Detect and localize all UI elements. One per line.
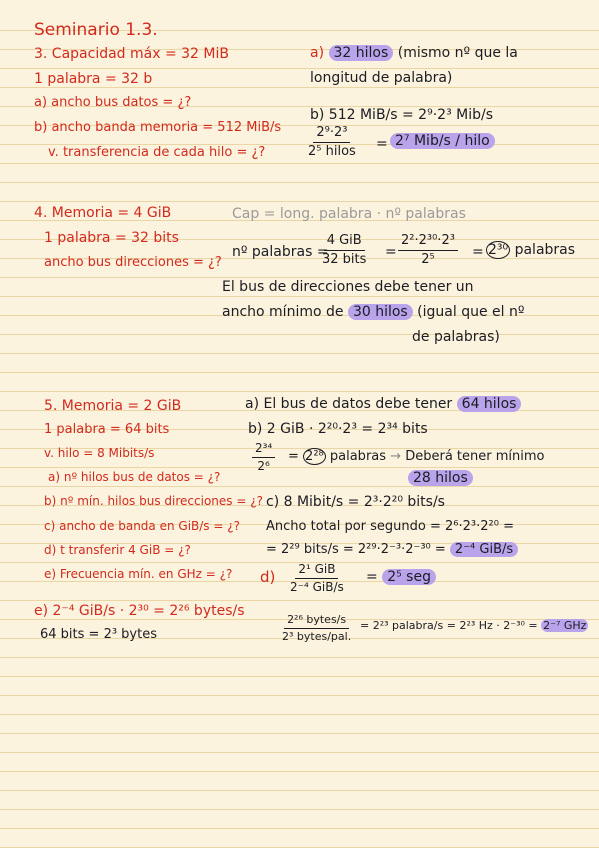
ex5-question-b: b) nº mín. hilos bus direcciones = ¿? — [44, 494, 263, 508]
ex4-fraction-2-numerator: 2²·2³⁰·2³ — [398, 234, 458, 251]
ex3-fraction-denominator: 2⁵ hilos — [308, 144, 356, 160]
page-title: Seminario 1.3. — [34, 20, 158, 40]
ex3-answer-a-line2: longitud de palabra) — [310, 70, 453, 86]
ex4-conclusion-line2 — [222, 305, 524, 319]
ex4-fraction-1-numerator: 4 GiB — [324, 234, 365, 251]
ex5-answer-e-line2: 64 bits = 2³ bytes — [40, 627, 157, 642]
ex5-question-c: c) ancho de banda en GiB/s = ¿? — [44, 519, 240, 533]
ex4-result-circled: 2³⁰ — [488, 242, 509, 258]
ex4-conclusion-text-a: ancho mínimo de — [222, 304, 344, 320]
ex5-d-fraction-denominator: 2⁻⁴ GiB/s — [290, 580, 344, 595]
ex5-answer-a — [245, 397, 521, 411]
ex5-d-label: d) — [260, 568, 276, 586]
ex5-d-result — [366, 570, 436, 584]
ex4-result — [486, 243, 575, 257]
ex5-title: 5. Memoria = 2 GiB — [44, 398, 182, 414]
ex5-d-fraction-numerator: 2¹ GiB — [295, 563, 338, 579]
ex3-fraction-numerator: 2⁹·2³ — [313, 126, 350, 143]
ex5-answer-c: c) 8 Mibit/s = 2³·2²⁰ bits/s — [266, 494, 445, 510]
ex5-e-fraction-denominator: 2³ bytes/pal. — [282, 630, 352, 644]
ex4-fraction-2 — [398, 234, 458, 268]
ex3-fraction — [308, 126, 356, 160]
ex4-conclusion-line3: de palabras) — [412, 329, 500, 345]
ex3-answer-a-label: a) — [310, 45, 325, 61]
ex5-answer-e-line1: e) 2⁻⁴ GiB/s · 2³⁰ = 2²⁶ bytes/s — [34, 603, 245, 619]
ex4-conclusion-highlight: 30 hilos — [348, 304, 413, 320]
ex5-b-equals: = — [288, 449, 299, 464]
ex5-palabra: 1 palabra = 64 bits — [44, 422, 170, 437]
ex5-vhilo: v. hilo = 8 Mibits/s — [44, 446, 155, 460]
arrow-right-icon: → — [390, 449, 402, 464]
ex3-palabra: 1 palabra = 32 b — [34, 71, 153, 87]
ex5-b-tail: palabras — [329, 449, 387, 464]
ex4-conclusion-line1: El bus de direcciones debe tener un — [222, 279, 474, 295]
ex5-b-must: Deberá tener mínimo — [405, 449, 545, 464]
ex3-result — [390, 134, 495, 148]
ex5-e-equation: = 2²³ palabra/s = 2²³ Hz · 2⁻³⁰ = — [360, 619, 538, 632]
ex4-conclusion-text-b: (igual que el nº — [417, 304, 525, 320]
ex4-title: 4. Memoria = 4 GiB — [34, 205, 172, 221]
ex5-answer-c-line3 — [266, 543, 518, 556]
ex5-c-highlight: 2⁻⁴ GiB/s — [450, 542, 518, 557]
ex5-question-a: a) nº hilos bus de datos = ¿? — [48, 470, 221, 484]
ex4-fraction-2-denominator: 2⁵ — [421, 252, 435, 268]
ex3-answer-b: b) 512 MiB/s = 2⁹·2³ Mib/s — [310, 107, 493, 123]
ex5-e-fraction-numerator: 2²⁶ bytes/s — [284, 614, 349, 629]
ex5-b-fraction-numerator: 2³⁴ — [252, 442, 275, 458]
ex5-answer-a-highlight: 64 hilos — [457, 396, 522, 412]
ex5-b-circled: 2²⁸ — [305, 449, 324, 464]
ex4-equals-2: = — [472, 244, 484, 260]
ex5-c-line3-text: = 2²⁹ bits/s = 2²⁹·2⁻³·2⁻³⁰ = — [266, 542, 446, 557]
ex5-e-fraction — [282, 614, 351, 643]
ex3-question-a: a) ancho bus datos = ¿? — [34, 95, 192, 110]
ex5-d-highlight: 2⁵ seg — [382, 569, 436, 585]
ex5-b-result-highlight: 28 hilos — [408, 470, 473, 486]
ex5-question-d: d) t transferir 4 GiB = ¿? — [44, 543, 191, 557]
ex5-answer-c-line2: Ancho total por segundo = 2⁶·2³·2²⁰ = — [266, 519, 514, 534]
ex5-b-fraction — [252, 442, 275, 473]
ex4-fraction-1 — [322, 234, 366, 268]
ex5-e-result — [360, 620, 588, 631]
ex3-title: 3. Capacidad máx = 32 MiB — [34, 46, 229, 62]
ex5-b-result — [408, 471, 473, 485]
ex4-equals-1: = — [385, 244, 397, 260]
ex3-answer-a — [310, 46, 518, 60]
ex5-question-e: e) Frecuencia mín. en GHz = ¿? — [44, 567, 233, 581]
ex3-answer-a-text: (mismo nº que la — [397, 45, 518, 61]
ex5-d-equals: = — [366, 569, 378, 585]
ex3-question-c: v. transferencia de cada hilo = ¿? — [48, 145, 266, 160]
ex5-answer-a-text: a) El bus de datos debe tener — [245, 396, 453, 412]
ex4-np-label: nº palabras = — [232, 244, 329, 260]
ex3-answer-a-highlight: 32 hilos — [329, 45, 394, 61]
ex4-palabra: 1 palabra = 32 bits — [44, 230, 179, 246]
ex4-result-tail: palabras — [514, 242, 576, 258]
ex4-question: ancho bus direcciones = ¿? — [44, 255, 222, 270]
ex4-fraction-1-denominator: 32 bits — [322, 252, 367, 268]
ex3-equals: = — [376, 136, 388, 152]
ex4-formula: Cap = long. palabra · nº palabras — [232, 206, 466, 222]
ex5-d-fraction — [290, 563, 344, 594]
ex5-b-line — [288, 450, 544, 463]
ex3-result-highlight: 2⁷ Mib/s / hilo — [390, 133, 495, 149]
ex3-question-b: b) ancho banda memoria = 512 MiB/s — [34, 120, 282, 135]
ex5-e-highlight: 2⁻⁷ GHz — [543, 619, 587, 632]
ex5-answer-b: b) 2 GiB · 2²⁰·2³ = 2³⁴ bits — [248, 421, 428, 437]
ex5-b-fraction-denominator: 2⁶ — [257, 459, 270, 474]
